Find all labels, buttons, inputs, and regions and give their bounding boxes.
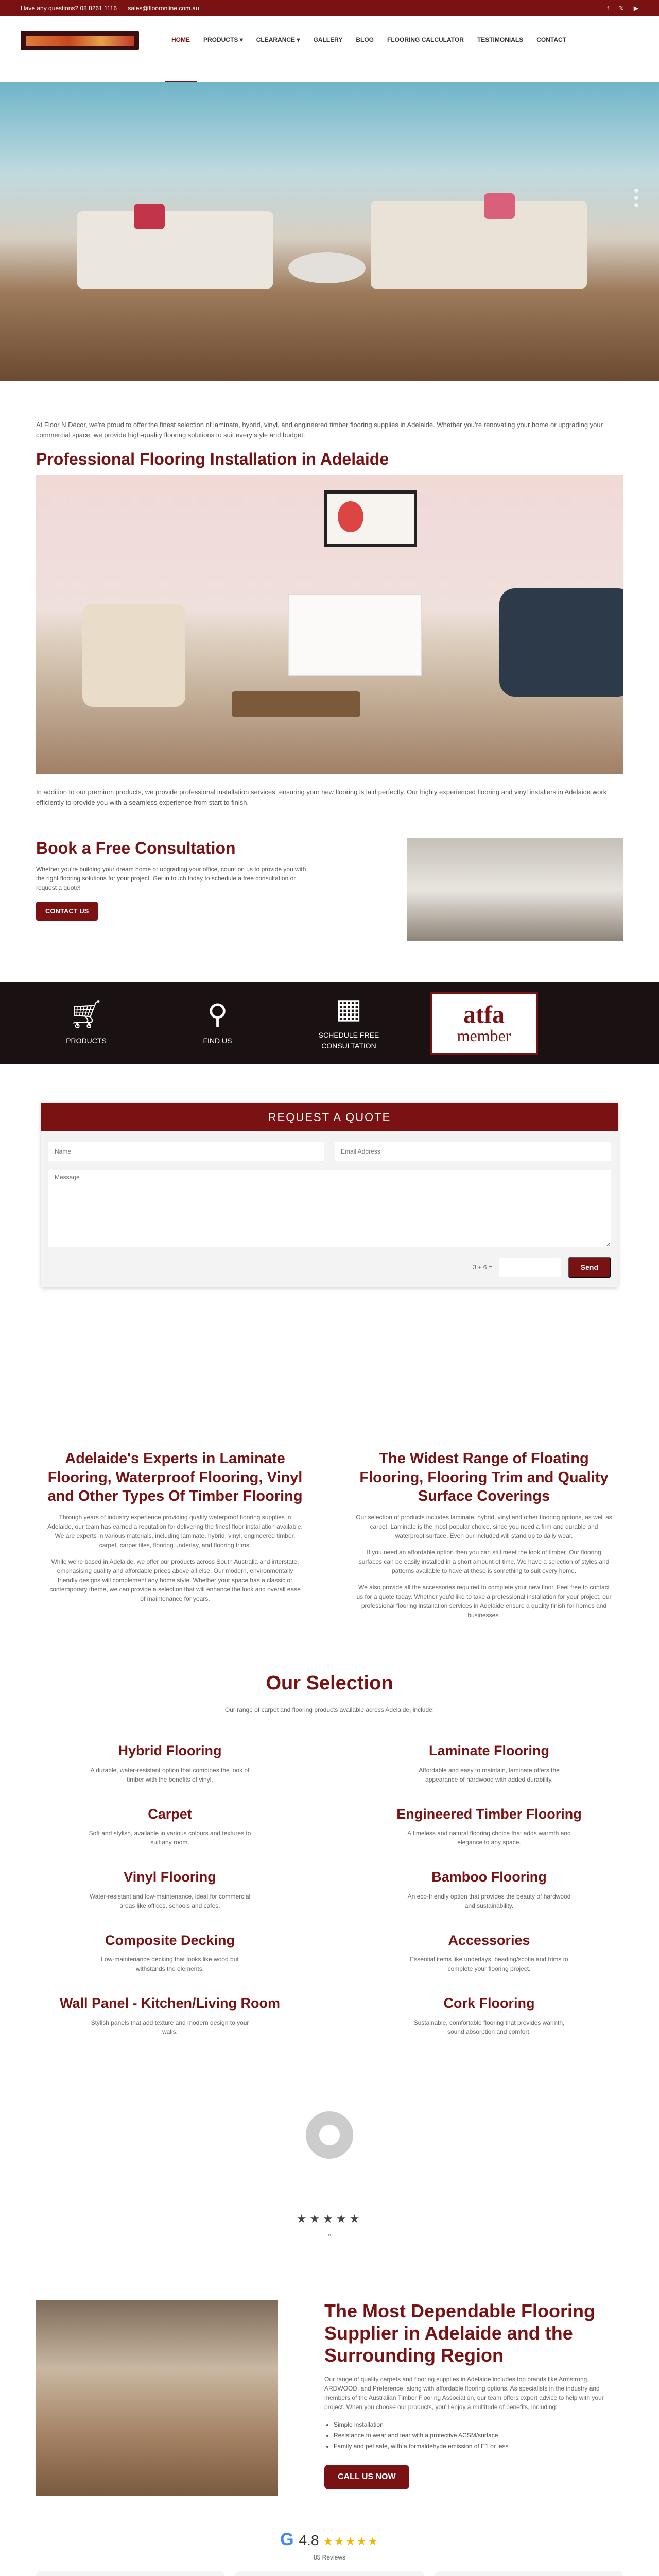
message-field[interactable] <box>48 1170 611 1247</box>
selection-item-desc: A durable, water-resistant option that combines the look of timber with the benefits of vinyl. <box>90 1766 250 1783</box>
send-button[interactable]: Send <box>568 1257 611 1278</box>
captcha-question: 3 + 6 = <box>473 1264 492 1272</box>
selection-item-title[interactable]: Vinyl Flooring <box>124 1869 216 1885</box>
slider-dot[interactable] <box>634 203 638 207</box>
living-room-image <box>36 475 623 774</box>
selection-item <box>366 1930 613 1974</box>
nav-clearance-label: CLEARANCE <box>256 36 296 43</box>
consultation-title: Book a Free Consultation <box>36 839 236 858</box>
quote-mark-icon: ” <box>327 2232 332 2244</box>
installation-section <box>0 440 659 807</box>
selection-item-title[interactable]: Engineered Timber Flooring <box>396 1806 582 1822</box>
feature-products[interactable] <box>36 998 136 1046</box>
call-us-now-button[interactable]: CALL US NOW <box>324 2465 409 2489</box>
selection-subtitle: Our range of carpet and flooring products available across Adelaide, include: <box>224 1706 435 1714</box>
selection-item-title[interactable]: Laminate Flooring <box>428 1743 549 1759</box>
captcha-input[interactable] <box>499 1258 561 1277</box>
selection-item-title[interactable]: Hybrid Flooring <box>118 1743 222 1759</box>
consultation-text: Whether you're building your dream home or upgrading your office, count on us to provide you with the right flooring solutions for your project. Get in touch today to schedule a free consultation or request a quote! <box>36 865 306 891</box>
feature-label: SCHEDULE FREE CONSULTATION <box>318 1031 379 1050</box>
review-card <box>435 2571 623 2576</box>
feature-find-us[interactable] <box>167 998 268 1046</box>
nav-blog[interactable]: BLOG <box>356 36 374 43</box>
review-card <box>36 2571 224 2576</box>
dependable-title: The Most Dependable Flooring Supplier in Adelaide and the Surrounding Region <box>324 2300 596 2366</box>
coffee-table <box>232 691 360 717</box>
hero-image-table <box>288 252 366 283</box>
nav-contact[interactable]: CONTACT <box>536 36 566 43</box>
selection-item-desc: A timeless and natural flooring choice that adds warmth and elegance to any space. <box>407 1829 571 1846</box>
dependable-image <box>36 2300 278 2496</box>
about-column <box>355 1449 613 1620</box>
calendar-icon: ▦ <box>335 993 362 1025</box>
about-text: While we're based in Adelaide, we offer our products across South Australia and interstate, emphasising quality and affordable prices above all else. Our modern, environmentally friendly designs will complement any home style. Whether your space has a classic or contemporary theme, we can provide a selection that will enhance the look and overall ease of maintenance for years. <box>49 1558 301 1603</box>
wall-art <box>324 490 417 547</box>
selection-item-desc: Low-maintenance decking that looks like wood but withstands the elements. <box>101 1956 239 1973</box>
selection-item-title[interactable]: Bamboo Flooring <box>431 1869 547 1885</box>
selection-item-desc: Essential items like underlays, beading/scotia and trims to complete your flooring project. <box>410 1956 568 1973</box>
email-field[interactable] <box>335 1142 611 1161</box>
consultation-section <box>0 807 659 941</box>
selection-item-desc: Soft and stylish, available in various colours and textures to suit any room. <box>89 1829 251 1846</box>
email-link[interactable]: sales@flooronline.com.au <box>128 5 199 12</box>
benefits-list <box>324 2420 613 2451</box>
about-section <box>0 1287 659 1620</box>
review-stars: ★★★★★ <box>323 2534 379 2548</box>
atfa-logo-text: atfa <box>463 1001 505 1029</box>
nav-products-label: PRODUCTS <box>203 36 238 43</box>
intro-section <box>0 381 659 440</box>
feature-label: FIND US <box>203 1036 232 1045</box>
dependable-text: Our range of quality carpets and flooring supplies in Adelaide includes top brands like Armstrong, ARDWOOD, and Preference, along with affordable flooring options. As specialists in the industry and members of the Australian Timber Flooring Association, our team offers expert advice to help with your project. When you choose our products, you'll enjoy a multitude of benefits, including: <box>324 2376 604 2411</box>
review-score: 4.8 <box>299 2532 319 2548</box>
selection-section <box>0 1620 659 2037</box>
about-text: If you need an affordable option then you can still meet the look of timber. Our flooring surfaces can be easily installed in a short amount of time. We have a selection of styles and patterns available to have at these is something to suit every home. <box>358 1549 610 1575</box>
review-count: 85 Reviews <box>313 2553 346 2561</box>
phone-link[interactable]: Have any questions? 08 8261 1116 <box>21 5 117 12</box>
youtube-icon[interactable]: ▶ <box>633 5 638 12</box>
review-card <box>235 2571 423 2576</box>
testimonial-stars: ★★★★★ <box>296 2212 363 2225</box>
feature-schedule[interactable] <box>299 995 399 1052</box>
selection-item <box>46 1930 293 1974</box>
hero-slider <box>0 82 659 381</box>
atfa-member-badge <box>430 992 538 1055</box>
facebook-icon[interactable]: f <box>607 5 609 12</box>
hero-image-cushion <box>134 204 165 229</box>
selection-item <box>366 1804 613 1848</box>
selection-item-title[interactable]: Accessories <box>448 1932 530 1948</box>
armchair <box>82 604 185 707</box>
slider-dot[interactable] <box>634 196 638 200</box>
slider-dots <box>634 185 638 210</box>
selection-title: Our Selection <box>266 1672 393 1694</box>
installation-text: In addition to our premium products, we provide professional installation services, ensuring your new flooring is laid perfectly. Our highly experienced flooring and vinyl installers in Adelaide work efficiently to provide you with a seamless experience from start to finish. <box>36 788 607 806</box>
name-field[interactable] <box>48 1142 324 1161</box>
feature-label: PRODUCTS <box>66 1036 107 1045</box>
selection-item-desc: Stylish panels that add texture and modern design to your walls. <box>91 2019 249 2036</box>
about-text: Our selection of products includes laminate, hybrid, vinyl and other flooring options, as well as carpet. Laminate is the most popular choice, since you need a firm and durable and waterproof surface. Even our included will stand up to daily wear. <box>356 1514 612 1540</box>
selection-item-title[interactable]: Cork Flooring <box>443 1995 535 2011</box>
selection-item <box>366 1867 613 1910</box>
about-text: We also provide all the accessories required to complete your new floor. Feel free to contact us for a quote today. Whether you'd like to take a professional installation for your project, our professional flooring installation services in Adelaide ensure a quality finish for homes and businesses. <box>356 1584 612 1619</box>
cart-icon: 🛒︎ <box>68 998 104 1030</box>
fireplace <box>288 594 422 676</box>
quote-form-title: REQUEST A QUOTE <box>41 1103 618 1131</box>
chevron-down-icon: ▾ <box>297 36 300 43</box>
hero-image-sofa <box>77 211 273 289</box>
site-logo[interactable] <box>21 31 139 50</box>
user-icon <box>319 2125 340 2145</box>
selection-item <box>46 1740 293 1784</box>
nav-products[interactable] <box>197 31 250 82</box>
testimonial-avatar <box>306 2111 353 2159</box>
consultation-image <box>407 838 623 941</box>
chevron-down-icon: ▾ <box>239 36 243 43</box>
slider-dot[interactable] <box>634 189 638 193</box>
feature-icons-band <box>0 982 659 1064</box>
nav-home[interactable]: HOME <box>165 31 197 82</box>
quote-form <box>41 1103 618 1287</box>
benefit-item: • Resistance to wear and tear with a protective ACSM/surface <box>334 2431 613 2440</box>
selection-grid <box>46 1740 613 2037</box>
location-pin-icon: ⚲ <box>207 998 228 1030</box>
top-bar <box>0 0 659 16</box>
dependable-section <box>0 2246 659 2496</box>
nav-clearance[interactable] <box>250 31 307 82</box>
selection-item-desc: Sustainable, comfortable flooring that provides warmth, sound absorption and comfort. <box>413 2019 565 2036</box>
google-reviews-widget <box>0 2496 659 2576</box>
google-g-icon: G <box>280 2529 294 2549</box>
contact-us-button[interactable]: CONTACT US <box>36 902 98 921</box>
atfa-member-text: member <box>457 1026 511 1045</box>
main-nav <box>165 31 628 82</box>
selection-item-title[interactable]: Wall Panel - Kitchen/Living Room <box>59 1995 281 2011</box>
selection-item-desc: Water-resistant and low-maintenance, ideal for commercial areas like offices, schools and cafes. <box>89 1892 251 1909</box>
selection-item <box>366 1740 613 1784</box>
hero-image-cushion <box>484 193 515 219</box>
x-icon[interactable]: 𝕏 <box>618 5 624 12</box>
selection-item <box>46 1993 293 2037</box>
site-header <box>0 16 659 82</box>
nav-gallery[interactable]: GALLERY <box>313 36 343 43</box>
about-text: Through years of industry experience providing quality waterproof flooring supplies in Adelaide, our team has earned a reputation for delivering the finest floor installation available. We are experts in various materials, including laminate, hybrid, vinyl, engineered timber, carpet, carpet tiles, flooring underlay, and flooring trims. <box>47 1514 303 1549</box>
about-title: Adelaide's Experts in Laminate Flooring, Waterproof Flooring, Vinyl and Other Types Of Timber Flooring <box>47 1450 303 1504</box>
benefit-item: • Simple installation <box>334 2420 613 2429</box>
about-title: The Widest Range of Floating Flooring, Flooring Trim and Quality Surface Coverings <box>359 1450 609 1504</box>
selection-item-title[interactable]: Composite Decking <box>105 1932 235 1948</box>
about-column <box>46 1449 304 1620</box>
nav-testimonials[interactable]: TESTIMONIALS <box>477 36 524 43</box>
nav-flooring-calculator[interactable]: FLOORING CALCULATOR <box>387 36 464 43</box>
sofa <box>499 588 623 697</box>
selection-item <box>46 1804 293 1848</box>
selection-item <box>366 1993 613 2037</box>
selection-item-desc: An eco-friendly option that provides the beauty of hardwood and sustainability. <box>407 1892 571 1909</box>
selection-item-desc: Affordable and easy to maintain, laminate offers the appearance of hardwood with added durability. <box>419 1766 560 1783</box>
selection-item <box>46 1867 293 1910</box>
hero-image-sofa <box>371 201 587 289</box>
intro-text: At Floor N Décor, we're proud to offer the finest selection of laminate, hybrid, vinyl, and engineered timber flooring supplies in Adelaide. Whether you're renovating your home or upgrading your commercial space, we provide high-quality flooring solutions to suit every style and budget. <box>36 421 603 439</box>
installation-title: Professional Flooring Installation in Adelaide <box>36 450 389 468</box>
benefit-item: • Family and pet safe, with a formaldehyde emission of E1 or less <box>334 2442 613 2451</box>
selection-item-title[interactable]: Carpet <box>148 1806 192 1822</box>
